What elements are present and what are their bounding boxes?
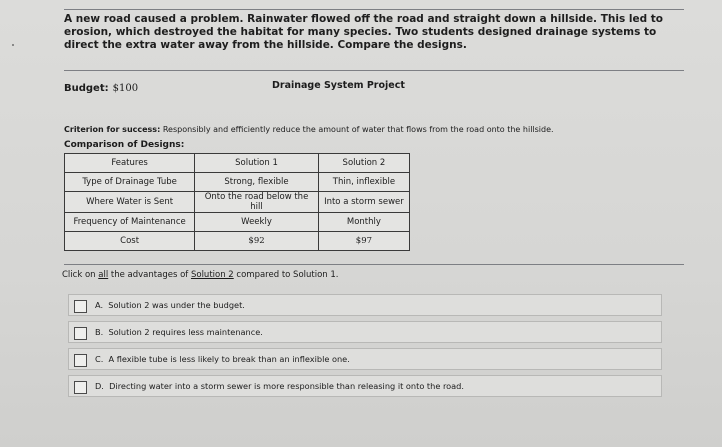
table-cell: Weekly <box>195 213 319 232</box>
table-cell: $97 <box>318 232 409 251</box>
checkbox[interactable] <box>74 327 87 340</box>
table-row <box>65 232 410 251</box>
table-cell: Where Water is Sent <box>65 192 195 213</box>
answer-option-a[interactable] <box>68 294 662 316</box>
table-cell: Frequency of Maintenance <box>65 213 195 232</box>
margin-mark <box>12 44 14 46</box>
comparison-label: Comparison of Designs: <box>64 140 185 150</box>
answer-option-d[interactable] <box>68 375 662 397</box>
table-row <box>65 192 410 213</box>
question-text-solution: Solution 2 <box>190 270 234 280</box>
table-cell: $92 <box>195 232 319 251</box>
table-cell: Monthly <box>318 213 409 232</box>
project-title: Drainage System Project <box>272 80 405 91</box>
option-label: B. Solution 2 requires less maintenance. <box>95 327 263 337</box>
intro-text: A new road caused a problem. Rainwater flowed off the road and straight down a hillside. This led to erosion, which destroyed the habitat for many species. Two students designed drainage systems to direct the extra water away from the hillside. Compare the designs. <box>64 13 663 51</box>
option-label: C. A flexible tube is less likely to break than an inflexible one. <box>95 354 350 364</box>
table-cell: Strong, flexible <box>195 173 319 192</box>
table-cell: Type of Drainage Tube <box>65 173 195 192</box>
question-text-all: all <box>98 270 109 280</box>
question-text-mid: the advantages of <box>108 270 191 280</box>
budget-label: Budget: <box>64 83 109 94</box>
checkbox[interactable] <box>74 300 87 313</box>
table-cell: Into a storm sewer <box>318 192 409 213</box>
table-header-row <box>65 154 410 173</box>
table-cell: Onto the road below the hill <box>195 192 319 213</box>
criterion-text: Responsibly and efficiently reduce the amount of water that flows from the road onto the hillside. <box>162 125 554 134</box>
table-header: Solution 2 <box>318 154 409 173</box>
table-header: Features <box>65 154 195 173</box>
table-cell: Thin, inflexible <box>318 173 409 192</box>
intro-divider <box>64 70 684 71</box>
answer-option-c[interactable] <box>68 348 662 370</box>
table-row <box>65 173 410 192</box>
criterion-label: Criterion for success: <box>64 125 161 134</box>
table-cell: Cost <box>65 232 195 251</box>
question-prompt <box>62 270 339 280</box>
comparison-table <box>64 153 410 251</box>
option-label: D. Directing water into a storm sewer is more responsible than releasing it onto the road. <box>95 381 464 391</box>
answer-option-b[interactable] <box>68 321 662 343</box>
question-text-pre: Click on <box>62 270 99 280</box>
budget <box>64 83 138 94</box>
checkbox[interactable] <box>74 381 87 394</box>
question-text-post: compared to Solution 1. <box>233 270 339 280</box>
checkbox[interactable] <box>74 354 87 367</box>
table-row <box>65 213 410 232</box>
criterion <box>64 125 624 134</box>
table-header: Solution 1 <box>195 154 319 173</box>
budget-value: $100 <box>112 83 139 94</box>
top-divider <box>64 9 684 10</box>
option-label: A. Solution 2 was under the budget. <box>95 300 245 310</box>
question-divider <box>64 264 684 265</box>
